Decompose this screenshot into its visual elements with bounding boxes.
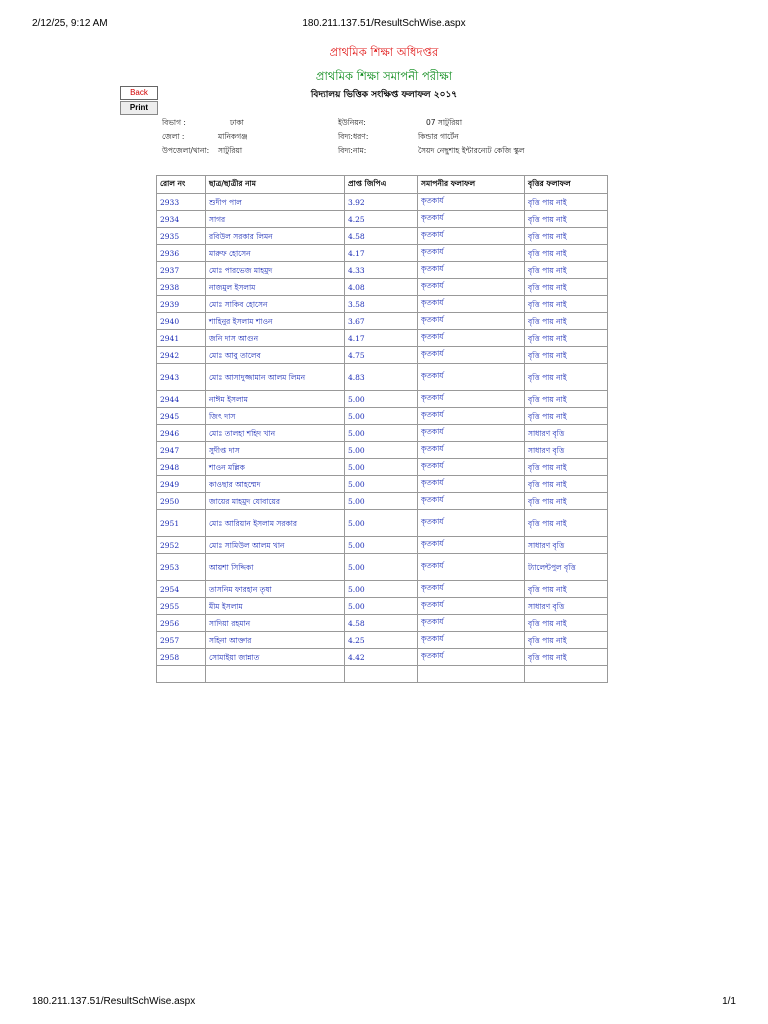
table-row (157, 408, 608, 425)
roll-cell: 2958 (157, 649, 206, 666)
name-cell: জায়ের মাহমুদ যোবায়ের (206, 493, 345, 510)
roll-cell: 2947 (157, 442, 206, 459)
school-type-value: কিন্ডার গার্টেন (418, 132, 459, 141)
table-row (157, 347, 608, 364)
table-row (157, 510, 608, 537)
name-cell: শুদীপ পাল (206, 194, 345, 211)
school-name-value: সৈয়দ নেছুশাহ ইন্টারন্যেট কেজি স্কুল (418, 146, 525, 155)
gpa-cell: 5.00 (345, 459, 418, 476)
gpa-cell: 4.33 (345, 262, 418, 279)
union-label: ইউনিয়ন: (338, 118, 366, 127)
table-row (157, 194, 608, 211)
scholarship-cell: সাধারণ বৃত্তি (525, 537, 608, 554)
roll-cell: 2935 (157, 228, 206, 245)
print-header (32, 18, 736, 32)
roll-cell: 2937 (157, 262, 206, 279)
table-row (157, 537, 608, 554)
name-cell: মোঃ সাকিব হোসেন (206, 296, 345, 313)
result-cell: কৃতকার্য (418, 391, 525, 408)
gpa-cell: 3.92 (345, 194, 418, 211)
roll-cell: 2946 (157, 425, 206, 442)
roll-cell: 2934 (157, 211, 206, 228)
result-cell: কৃতকার্য (418, 228, 525, 245)
result-cell: কৃতকার্য (418, 476, 525, 493)
results-body (157, 194, 608, 683)
table-row (157, 279, 608, 296)
name-cell: সাদিয়া রহমান (206, 615, 345, 632)
table-row (157, 245, 608, 262)
school-type-label: বিদ্য:ধরণ: (338, 132, 369, 141)
result-cell: কৃতকার্য (418, 262, 525, 279)
name-cell: তাসনিম ফারহান তৃষা (206, 581, 345, 598)
roll-cell: 2943 (157, 364, 206, 391)
table-row (157, 262, 608, 279)
col-header-scholarship: বৃত্তির ফলাফল (525, 176, 608, 194)
col-header-result: সমাপনীর ফলাফল (418, 176, 525, 194)
results-table (156, 175, 608, 683)
result-cell: কৃতকার্য (418, 364, 525, 391)
gpa-cell: 4.08 (345, 279, 418, 296)
gpa-cell: 5.00 (345, 493, 418, 510)
scholarship-cell: বৃত্তি পায় নাই (525, 262, 608, 279)
gpa-cell: 5.00 (345, 537, 418, 554)
name-cell: সুদীপ্ত দাস (206, 442, 345, 459)
roll-cell: 2949 (157, 476, 206, 493)
table-row (157, 296, 608, 313)
gpa-cell: 5.00 (345, 408, 418, 425)
district-value: মানিকগঞ্জ (218, 132, 248, 141)
roll-cell: 2952 (157, 537, 206, 554)
upazila-label: উপজেলা/থানা: (162, 146, 210, 155)
scholarship-cell: বৃত্তি পায় নাই (525, 615, 608, 632)
result-cell: কৃতকার্য (418, 279, 525, 296)
print-url: 180.211.137.51/ResultSchWise.aspx (302, 18, 466, 29)
gpa-cell: 4.58 (345, 615, 418, 632)
report-title: বিদ্যালয় ভিত্তিক সংক্ষিপ্ত ফলাফল ২০১৭ (310, 90, 458, 100)
scholarship-cell: বৃত্তি পায় নাই (525, 313, 608, 330)
scholarship-cell: বৃত্তি পায় নাই (525, 459, 608, 476)
result-cell: কৃতকার্য (418, 493, 525, 510)
scholarship-cell: বৃত্তি পায় নাই (525, 347, 608, 364)
roll-cell: 2955 (157, 598, 206, 615)
result-cell: কৃতকার্য (418, 245, 525, 262)
result-cell: কৃতকার্য (418, 632, 525, 649)
name-cell: মোঃ আরিয়ান ইসলাম সরকার (206, 510, 345, 537)
scholarship-cell: বৃত্তি পায় নাই (525, 493, 608, 510)
result-cell: কৃতকার্য (418, 442, 525, 459)
roll-cell: 2944 (157, 391, 206, 408)
district-label: জেলা : (162, 132, 185, 141)
page-number: 1/1 (722, 996, 736, 1007)
result-cell: কৃতকার্য (418, 581, 525, 598)
result-cell: কৃতকার্য (418, 459, 525, 476)
result-cell: কৃতকার্য (418, 313, 525, 330)
name-cell: মারুফ হোসেন (206, 245, 345, 262)
empty-row (157, 666, 608, 683)
name-cell: আয়শা সিদ্দিকা (206, 554, 345, 581)
table-row (157, 442, 608, 459)
table-header-row (157, 176, 608, 194)
empty-cell (157, 666, 206, 683)
name-cell: মোঃ আসাদুজ্জামান আলম লিমন (206, 364, 345, 391)
gpa-cell: 5.00 (345, 598, 418, 615)
table-row (157, 615, 608, 632)
name-cell: শাহিনুর ইসলাম শাওন (206, 313, 345, 330)
table-row (157, 598, 608, 615)
gpa-cell: 5.00 (345, 554, 418, 581)
scholarship-cell: বৃত্তি পায় নাই (525, 510, 608, 537)
result-cell: কৃতকার্য (418, 211, 525, 228)
result-cell: কৃতকার্য (418, 425, 525, 442)
name-cell: সহিনা আক্তার (206, 632, 345, 649)
result-cell: কৃতকার্য (418, 194, 525, 211)
scholarship-cell: বৃত্তি পায় নাই (525, 649, 608, 666)
scholarship-cell: ট্যালেন্টপুল বৃত্তি (525, 554, 608, 581)
scholarship-cell: বৃত্তি পায় নাই (525, 194, 608, 211)
name-cell: মোঃ তালহা শহিদ খান (206, 425, 345, 442)
roll-cell: 2950 (157, 493, 206, 510)
table-row (157, 476, 608, 493)
table-row (157, 554, 608, 581)
roll-cell: 2942 (157, 347, 206, 364)
roll-cell: 2953 (157, 554, 206, 581)
roll-cell: 2938 (157, 279, 206, 296)
scholarship-cell: সাধারণ বৃত্তি (525, 598, 608, 615)
result-cell: কৃতকার্য (418, 330, 525, 347)
gpa-cell: 4.83 (345, 364, 418, 391)
table-row (157, 459, 608, 476)
name-cell: কাওছার আহম্মেদ (206, 476, 345, 493)
union-value: 07 সাটুরিয়া (426, 118, 463, 127)
footer-url: 180.211.137.51/ResultSchWise.aspx (32, 996, 196, 1007)
name-cell: রবিউল সরকার লিমন (206, 228, 345, 245)
empty-cell (345, 666, 418, 683)
table-row (157, 632, 608, 649)
roll-cell: 2951 (157, 510, 206, 537)
name-cell: মোঃ সামিউল আলম খান (206, 537, 345, 554)
scholarship-cell: সাধারণ বৃত্তি (525, 425, 608, 442)
table-row (157, 330, 608, 347)
gpa-cell: 5.00 (345, 581, 418, 598)
gpa-cell: 3.58 (345, 296, 418, 313)
scholarship-cell: সাধারণ বৃত্তি (525, 442, 608, 459)
result-cell: কৃতকার্য (418, 649, 525, 666)
division-label: বিভাগ : (162, 118, 186, 127)
print-datetime: 2/12/25, 9:12 AM (32, 18, 108, 29)
scholarship-cell: বৃত্তি পায় নাই (525, 228, 608, 245)
directorate-title: প্রাথমিক শিক্ষা অধিদপ্তর (329, 45, 439, 59)
gpa-cell: 4.42 (345, 649, 418, 666)
roll-cell: 2957 (157, 632, 206, 649)
scholarship-cell: বৃত্তি পায় নাই (525, 279, 608, 296)
result-cell: কৃতকার্য (418, 408, 525, 425)
col-header-name: ছাত্র/ছাত্রীর নাম (206, 176, 345, 194)
scholarship-cell: বৃত্তি পায় নাই (525, 211, 608, 228)
gpa-cell: 3.67 (345, 313, 418, 330)
table-row (157, 493, 608, 510)
school-info (162, 118, 612, 158)
name-cell: শাওন মল্লিক (206, 459, 345, 476)
roll-cell: 2940 (157, 313, 206, 330)
roll-cell: 2945 (157, 408, 206, 425)
scholarship-cell: বৃত্তি পায় নাই (525, 296, 608, 313)
name-cell: সোমাইয়া জান্নাত (206, 649, 345, 666)
division-value: ঢাকা (230, 118, 244, 127)
table-row (157, 364, 608, 391)
scholarship-cell: বৃত্তি পায় নাই (525, 408, 608, 425)
roll-cell: 2948 (157, 459, 206, 476)
name-cell: সাগর (206, 211, 345, 228)
back-button[interactable]: Back (120, 86, 158, 100)
col-header-roll: রোল নং (157, 176, 206, 194)
roll-cell: 2936 (157, 245, 206, 262)
result-cell: কৃতকার্য (418, 598, 525, 615)
name-cell: নাজমুল ইসলাম (206, 279, 345, 296)
table-row (157, 313, 608, 330)
empty-cell (525, 666, 608, 683)
name-cell: জনি দাস আগুন (206, 330, 345, 347)
gpa-cell: 4.25 (345, 211, 418, 228)
name-cell: মোঃ আবু তালেব (206, 347, 345, 364)
name-cell: মীম ইসলাম (206, 598, 345, 615)
result-cell: কৃতকার্য (418, 537, 525, 554)
scholarship-cell: বৃত্তি পায় নাই (525, 391, 608, 408)
roll-cell: 2939 (157, 296, 206, 313)
print-footer (32, 996, 736, 1010)
result-cell: কৃতকার্য (418, 554, 525, 581)
gpa-cell: 5.00 (345, 476, 418, 493)
gpa-cell: 5.00 (345, 442, 418, 459)
table-row (157, 649, 608, 666)
gpa-cell: 5.00 (345, 510, 418, 537)
table-row (157, 425, 608, 442)
school-name-label: বিদ্য:নাম: (338, 146, 367, 155)
result-cell: কৃতকার্য (418, 615, 525, 632)
upazila-value: সাটুরিয়া (218, 146, 243, 155)
table-row (157, 211, 608, 228)
gpa-cell: 5.00 (345, 391, 418, 408)
name-cell: নাঈম ইসলাম (206, 391, 345, 408)
gpa-cell: 4.25 (345, 632, 418, 649)
scholarship-cell: বৃত্তি পায় নাই (525, 245, 608, 262)
empty-cell (418, 666, 525, 683)
table-row (157, 391, 608, 408)
scholarship-cell: বৃত্তি পায় নাই (525, 330, 608, 347)
gpa-cell: 5.00 (345, 425, 418, 442)
exam-title: প্রাথমিক শিক্ষা সমাপনী পরীক্ষা (315, 69, 453, 83)
col-header-gpa: প্রাপ্ত জিপিএ (345, 176, 418, 194)
result-cell: কৃতকার্য (418, 510, 525, 537)
roll-cell: 2956 (157, 615, 206, 632)
gpa-cell: 4.17 (345, 245, 418, 262)
roll-cell: 2933 (157, 194, 206, 211)
roll-cell: 2941 (157, 330, 206, 347)
roll-cell: 2954 (157, 581, 206, 598)
scholarship-cell: বৃত্তি পায় নাই (525, 476, 608, 493)
scholarship-cell: বৃত্তি পায় নাই (525, 581, 608, 598)
print-button[interactable]: Print (120, 101, 158, 115)
scholarship-cell: বৃত্তি পায় নাই (525, 632, 608, 649)
name-cell: মোঃ পারভেজ মাহমুদ (206, 262, 345, 279)
scholarship-cell: বৃত্তি পায় নাই (525, 364, 608, 391)
table-row (157, 581, 608, 598)
name-cell: জিৎ দাস (206, 408, 345, 425)
result-cell: কৃতকার্য (418, 296, 525, 313)
table-row (157, 228, 608, 245)
result-cell: কৃতকার্য (418, 347, 525, 364)
empty-cell (206, 666, 345, 683)
gpa-cell: 4.17 (345, 330, 418, 347)
gpa-cell: 4.75 (345, 347, 418, 364)
gpa-cell: 4.58 (345, 228, 418, 245)
